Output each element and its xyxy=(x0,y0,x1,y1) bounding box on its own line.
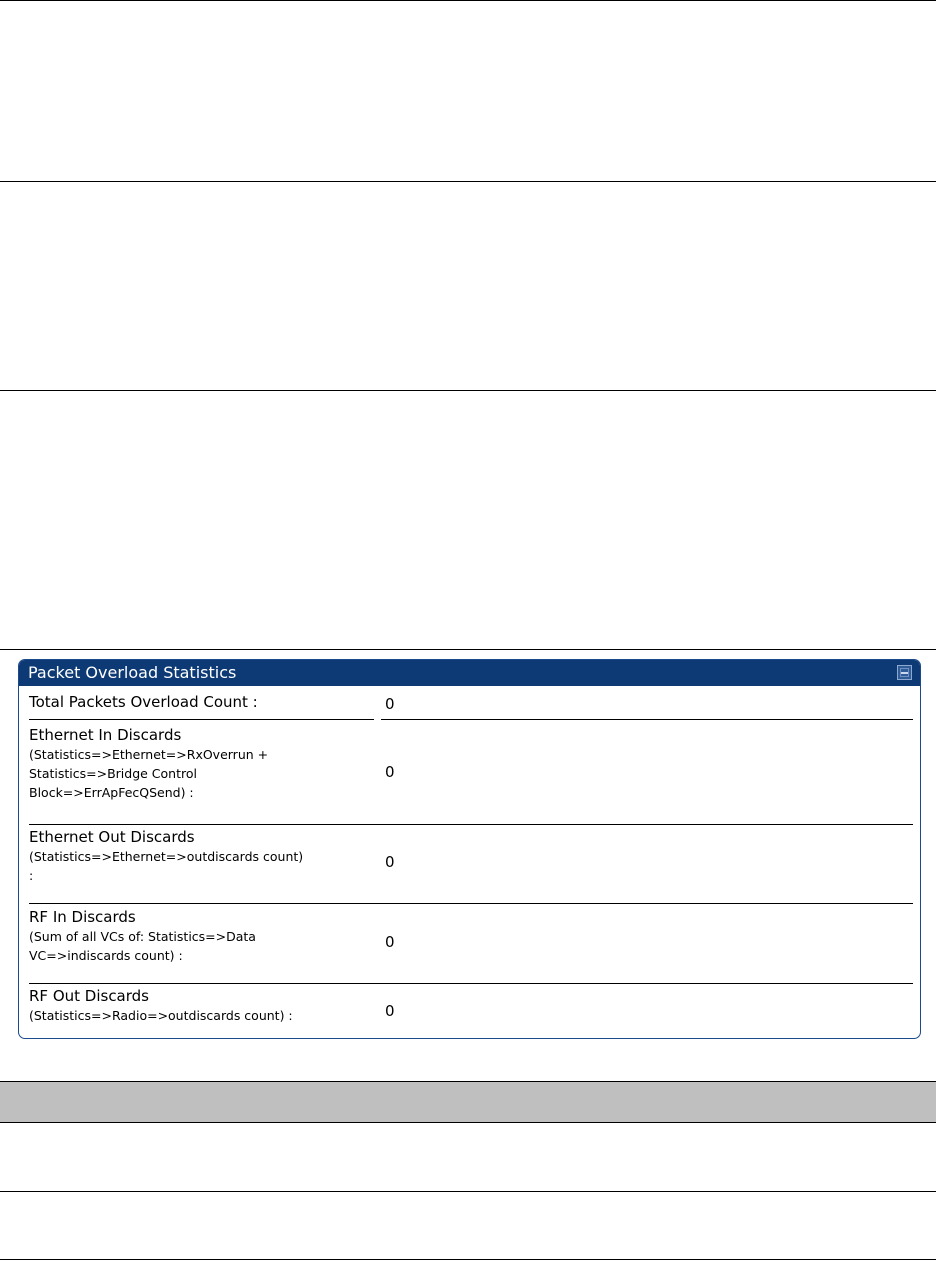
stat-value: 0 xyxy=(385,853,395,871)
packet-overload-statistics-panel xyxy=(18,659,921,1039)
stat-label-detail: (Sum of all VCs of: Statistics=>Data xyxy=(29,929,256,944)
stat-label xyxy=(29,693,381,711)
page-rule xyxy=(0,390,936,391)
stat-value: 0 xyxy=(385,1002,395,1020)
page-rule xyxy=(0,1259,936,1260)
stat-label xyxy=(29,726,381,802)
stat-label-detail: (Statistics=>Radio=>outdiscards count) : xyxy=(29,1008,293,1023)
stat-label-detail: : xyxy=(29,868,34,883)
panel-title: Packet Overload Statistics xyxy=(28,663,237,682)
stat-label xyxy=(29,987,381,1025)
stat-row-ethernet-out-discards xyxy=(19,825,920,903)
stat-label-detail: (Statistics=>Ethernet=>outdiscards count) xyxy=(29,849,304,864)
page-rule xyxy=(0,0,936,1)
stat-row-total-packets-overload xyxy=(19,686,920,720)
minimize-icon-bar xyxy=(901,672,908,674)
stat-label-main: Ethernet Out Discards xyxy=(29,828,195,846)
minimize-icon[interactable] xyxy=(897,665,912,680)
stat-label-main: RF Out Discards xyxy=(29,987,149,1005)
panel-header xyxy=(19,660,920,686)
stat-value: 0 xyxy=(385,763,395,781)
stat-label-main: RF In Discards xyxy=(29,908,136,926)
stat-label-main: Total Packets Overload Count : xyxy=(29,693,258,711)
stat-label-detail: VC=>indiscards count) : xyxy=(29,948,183,963)
stat-row-rf-in-discards xyxy=(19,904,920,983)
stat-label xyxy=(29,828,381,885)
stat-label-main: Ethernet In Discards xyxy=(29,726,182,744)
page-rule xyxy=(0,649,936,650)
stat-value: 0 xyxy=(385,933,395,951)
stat-value: 0 xyxy=(385,695,395,713)
stat-label-detail: Block=>ErrApFecQSend) : xyxy=(29,785,194,800)
stat-row-rf-out-discards xyxy=(19,984,920,1038)
stat-label-detail: Statistics=>Bridge Control xyxy=(29,766,197,781)
page-rule xyxy=(0,181,936,182)
stat-label xyxy=(29,908,381,965)
table-header-band xyxy=(0,1081,936,1123)
stat-row-ethernet-in-discards xyxy=(19,720,920,825)
page-rule xyxy=(0,1191,936,1192)
stat-label-detail: (Statistics=>Ethernet=>RxOverrun + xyxy=(29,747,269,762)
